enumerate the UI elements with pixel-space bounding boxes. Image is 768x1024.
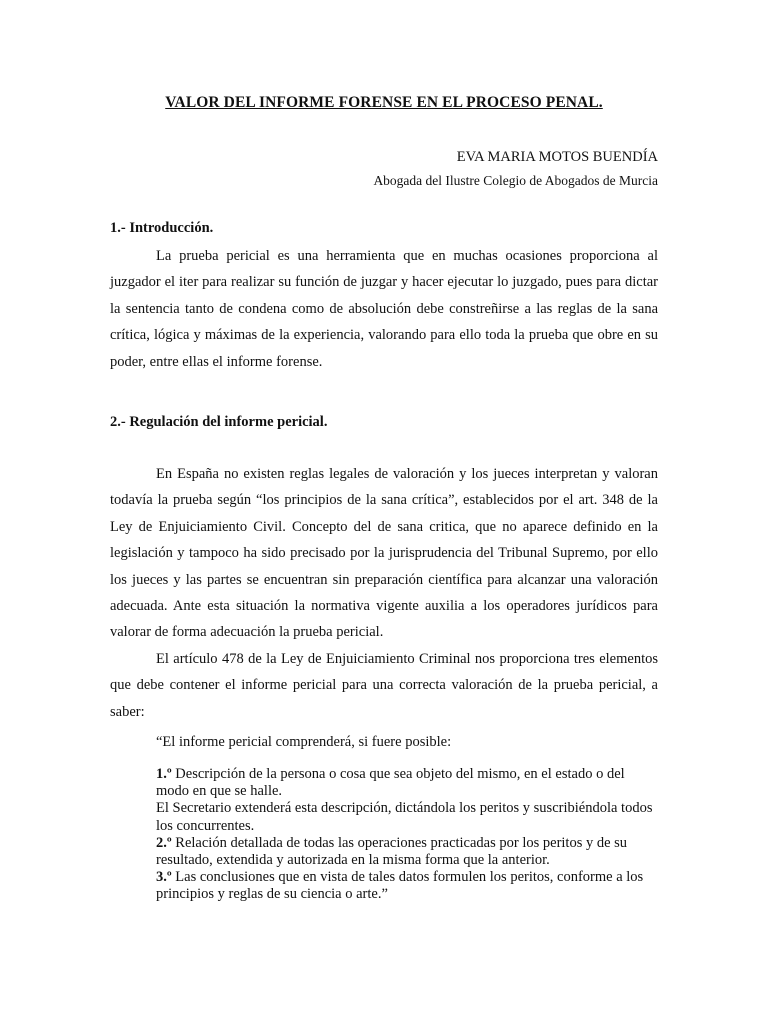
item-number: 1.º: [156, 766, 172, 782]
item-number: 3.º: [156, 869, 172, 886]
article-items-list: [156, 766, 659, 904]
list-item: [156, 869, 659, 903]
section-heading-introduccion: 1.- Introducción.: [110, 220, 214, 236]
list-item: [156, 800, 659, 834]
author-affiliation: Abogada del Ilustre Colegio de Abogados de Murcia: [373, 173, 658, 188]
quote-intro: “El informe pericial comprenderá, si fuere posible:: [156, 734, 452, 750]
list-item: [156, 766, 659, 800]
paragraph-regulacion-2: El artículo 478 de la Ley de Enjuiciamiento Criminal nos proporciona tres elementos que debe contener el informe pericial para una correcta valoración de la prueba pericial, a saber:: [110, 651, 658, 720]
item-number: 2.º: [156, 834, 172, 851]
item-text: Relación detallada de todas las operaciones practicadas por los peritos y de su resultado, extendida y autorizada en la misma forma que la anterior.: [156, 834, 628, 869]
list-item: [156, 835, 659, 869]
item-text: Las conclusiones que en vista de tales datos formulen los peritos, conforme a los principios y reglas de su ciencia o arte.”: [156, 869, 644, 903]
paragraph-introduccion: La prueba pericial es una herramienta que en muchas ocasiones proporciona al juzgador el iter para realizar su función de juzgar y hacer ejecutar lo juzgado, pues para dictar la sentencia tanto de condena como de absolución debe constreñirse a las reglas de la sana crítica, lógica y máximas de la experiencia, valorando para ello toda la prueba que obre en su poder, entre ellas el informe forense.: [110, 248, 658, 370]
document-title: VALOR DEL INFORME FORENSE EN EL PROCESO PENAL.: [165, 94, 603, 111]
section-heading-regulacion: 2.- Regulación del informe pericial.: [110, 414, 328, 430]
item-text: Descripción de la persona o cosa que sea objeto del mismo, en el estado o del modo en que se halle.: [156, 766, 625, 800]
item-text: El Secretario extenderá esta descripción, dictándola los peritos y suscribiéndola todos los concurrentes.: [156, 800, 653, 834]
paragraph-regulacion-1: En España no existen reglas legales de valoración y los jueces interpretan y valoran todavía la prueba según “los principios de la sana crítica”, establecidos por el art. 348 de la Ley de Enjuiciamiento Civil. Concepto del de sana critica, que no aparece definido en la legislación y tampoco ha sido precisado por la jurisprudencia del Tribunal Supremo, por ello los jueces y las partes se encuentran sin preparación científica para alcanzar una valoración adecuada. Ante esta situación la normativa vigente auxilia a los operadores jurídicos para valorar de forma adecuación la prueba pericial.: [110, 466, 658, 641]
author-name: EVA MARIA MOTOS BUENDÍA: [456, 149, 658, 165]
